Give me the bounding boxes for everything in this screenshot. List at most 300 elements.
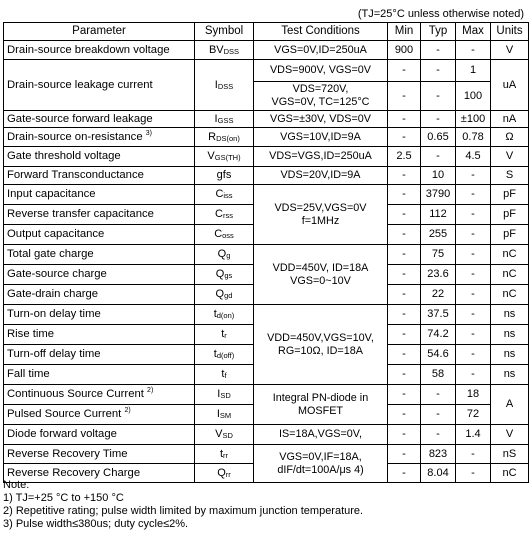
- condition-lines: [254, 332, 387, 358]
- condition-cell: [254, 385, 388, 425]
- condition-line: dIF/dt=100A/μs 4): [277, 463, 364, 476]
- max-value: -: [471, 188, 475, 200]
- parameter-cell: [4, 445, 195, 464]
- condition-line: Integral PN-diode in: [272, 391, 369, 404]
- symbol-main: V: [207, 150, 215, 162]
- symbol-main: R: [208, 130, 217, 143]
- unit-value: nC: [502, 248, 517, 260]
- max-cell: [456, 245, 491, 265]
- symbol-main: C: [215, 208, 223, 220]
- min-cell: [388, 464, 421, 483]
- max-cell: [456, 167, 491, 185]
- typ-cell: [421, 445, 456, 464]
- min-cell: [388, 305, 421, 325]
- min-cell: [388, 285, 421, 305]
- parameter-name: Turn-off delay time: [7, 348, 101, 360]
- unit-cell: [491, 425, 529, 445]
- symbol-main: gfs: [216, 169, 232, 181]
- condition-cell: [254, 60, 388, 82]
- typ-value: 74.2: [427, 328, 449, 340]
- min-cell: [388, 205, 421, 225]
- condition-lines: [254, 202, 387, 228]
- max-cell: [456, 325, 491, 345]
- typ-value: 255: [428, 228, 448, 240]
- condition-cell: [254, 445, 388, 483]
- test-temperature-note: (TJ=25°C unless otherwise noted): [357, 8, 524, 20]
- symbol-main: I: [216, 408, 220, 420]
- unit-value: S: [505, 169, 514, 181]
- symbol-subscript: iss: [223, 191, 233, 200]
- min-cell: [388, 385, 421, 405]
- symbol-cell: [195, 445, 254, 464]
- parameter-cell: [4, 205, 195, 225]
- condition-line: f=1MHz: [301, 214, 340, 227]
- typ-value: 0.65: [427, 130, 449, 143]
- max-cell: [456, 425, 491, 445]
- symbol-cell: [195, 345, 254, 365]
- parameter-cell: [4, 385, 195, 405]
- unit-cell: [491, 225, 529, 245]
- max-value: 0.78: [462, 130, 484, 143]
- parameter-name: Turn-on delay time: [7, 308, 101, 320]
- symbol-main: Q: [215, 288, 225, 300]
- typ-cell: [421, 405, 456, 425]
- min-value: -: [402, 248, 406, 260]
- typ-value: -: [436, 112, 440, 125]
- max-cell: [456, 82, 491, 111]
- unit-cell: [491, 128, 529, 147]
- min-cell: [388, 265, 421, 285]
- parameter-name: Continuous Source Current: [7, 388, 144, 400]
- min-cell: [388, 41, 421, 60]
- min-cell: [388, 425, 421, 445]
- condition-lines: [254, 64, 387, 77]
- column-header: Max: [456, 23, 491, 41]
- min-value: -: [402, 447, 406, 460]
- typ-cell: [421, 305, 456, 325]
- condition-cell: [254, 167, 388, 185]
- parameter-name: Forward Transconductance: [7, 169, 144, 181]
- max-value: -: [471, 169, 475, 181]
- symbol-cell: [195, 225, 254, 245]
- min-cell: [388, 405, 421, 425]
- max-cell: [456, 405, 491, 425]
- min-cell: [388, 185, 421, 205]
- unit-cell: [491, 365, 529, 385]
- unit-value: ns: [503, 328, 516, 340]
- typ-cell: [421, 205, 456, 225]
- max-value: -: [471, 288, 475, 300]
- symbol-cell: [195, 305, 254, 325]
- condition-line: RG=10Ω, ID=18A: [278, 344, 363, 357]
- parameter-name: Rise time: [7, 328, 55, 340]
- typ-value: 75: [431, 248, 445, 260]
- symbol-main: Q: [217, 466, 226, 479]
- typ-cell: [421, 285, 456, 305]
- parameter-cell: [4, 325, 195, 345]
- max-cell: [456, 385, 491, 405]
- min-cell: [388, 111, 421, 128]
- typ-value: 54.6: [427, 348, 449, 360]
- unit-cell: [491, 185, 529, 205]
- condition-lines: [254, 262, 387, 288]
- max-cell: [456, 345, 491, 365]
- table-row: [4, 111, 529, 128]
- typ-cell: [421, 128, 456, 147]
- parameter-note-ref: 2): [147, 387, 154, 395]
- column-header: Parameter: [4, 23, 195, 41]
- condition-cell: [254, 82, 388, 111]
- symbol-subscript: r: [224, 331, 227, 340]
- column-header: Test Conditions: [254, 23, 388, 41]
- max-cell: [456, 265, 491, 285]
- min-value: -: [402, 228, 406, 240]
- condition-lines: [254, 451, 387, 477]
- unit-cell: [491, 305, 529, 325]
- unit-cell: [491, 41, 529, 60]
- parameter-cell: [4, 265, 195, 285]
- min-value: -: [402, 348, 406, 360]
- typ-cell: [421, 167, 456, 185]
- symbol-main: C: [214, 228, 223, 240]
- typ-cell: [421, 385, 456, 405]
- condition-cell: [254, 425, 388, 445]
- unit-cell: [491, 60, 529, 111]
- condition-line: VDS=25V,VGS=0V: [274, 201, 367, 214]
- condition-line: VGS=±30V, VDS=0V: [270, 112, 371, 125]
- parameter-name: Fall time: [7, 368, 50, 380]
- min-value: -: [402, 368, 406, 380]
- symbol-cell: [195, 128, 254, 147]
- condition-cell: [254, 147, 388, 167]
- table-row: [4, 167, 529, 185]
- max-value: 1.4: [465, 428, 481, 440]
- min-cell: [388, 147, 421, 167]
- min-value: -: [402, 308, 406, 320]
- parameter-name: Total gate charge: [7, 248, 94, 260]
- column-header: Symbol: [195, 23, 254, 41]
- typ-value: -: [436, 43, 440, 56]
- condition-lines: [254, 44, 387, 57]
- symbol-subscript: DSS: [217, 81, 234, 91]
- max-value: -: [471, 43, 475, 56]
- min-cell: [388, 60, 421, 82]
- symbol-subscript: SM: [219, 411, 232, 420]
- electrical-characteristics-table: [3, 22, 529, 483]
- table-header-row: [4, 23, 529, 41]
- symbol-main: Q: [215, 268, 225, 280]
- parameter-cell: [4, 167, 195, 185]
- parameter-name: Gate-source forward leakage: [7, 112, 153, 125]
- max-cell: [456, 60, 491, 82]
- symbol-cell: [195, 365, 254, 385]
- min-value: -: [402, 328, 406, 340]
- parameter-name: Reverse transfer capacitance: [7, 208, 154, 220]
- min-cell: [388, 445, 421, 464]
- parameter-name: Pulsed Source Current: [7, 408, 122, 420]
- min-value: -: [402, 130, 406, 143]
- parameter-cell: [4, 111, 195, 128]
- symbol-main: t: [219, 447, 224, 460]
- symbol-subscript: gs: [224, 271, 233, 280]
- condition-cell: [254, 185, 388, 245]
- symbol-main: C: [215, 188, 224, 200]
- typ-value: -: [436, 150, 440, 162]
- unit-value: nC: [502, 268, 517, 280]
- symbol-subscript: rr: [223, 450, 229, 460]
- unit-cell: [491, 385, 529, 425]
- min-cell: [388, 325, 421, 345]
- symbol-cell: [195, 405, 254, 425]
- symbol-cell: [195, 60, 254, 111]
- parameter-cell: [4, 245, 195, 265]
- parameter-cell: [4, 365, 195, 385]
- min-value: 2.5: [396, 150, 412, 162]
- condition-cell: [254, 305, 388, 385]
- parameter-cell: [4, 147, 195, 167]
- max-value: 18: [466, 388, 480, 400]
- min-value: -: [402, 188, 406, 200]
- min-cell: [388, 245, 421, 265]
- max-cell: [456, 464, 491, 483]
- min-cell: [388, 345, 421, 365]
- symbol-subscript: g: [226, 251, 231, 260]
- typ-cell: [421, 464, 456, 483]
- max-value: -: [471, 268, 475, 280]
- max-value: -: [471, 348, 475, 360]
- unit-value: pF: [503, 188, 516, 200]
- typ-value: 823: [428, 447, 448, 460]
- min-value: -: [402, 268, 406, 280]
- max-value: -: [471, 308, 475, 320]
- condition-lines: [254, 131, 387, 144]
- symbol-main: V: [215, 428, 223, 440]
- unit-cell: [491, 111, 529, 128]
- column-header: Units: [491, 23, 529, 41]
- min-cell: [388, 167, 421, 185]
- typ-value: -: [436, 64, 440, 76]
- condition-line: VGS=0V,IF=18A,: [279, 450, 362, 463]
- max-cell: [456, 128, 491, 147]
- parameter-name: Drain-source leakage current: [7, 78, 153, 91]
- symbol-cell: [195, 205, 254, 225]
- min-value: -: [402, 466, 406, 479]
- typ-value: -: [436, 388, 440, 400]
- unit-value: V: [505, 43, 514, 56]
- min-value: -: [402, 112, 406, 125]
- unit-value: pF: [503, 208, 516, 220]
- condition-line: VDS=720V,: [292, 83, 349, 95]
- parameter-cell: [4, 285, 195, 305]
- unit-value: A: [505, 398, 514, 410]
- unit-value: nC: [502, 466, 517, 479]
- parameter-name: Diode forward voltage: [7, 428, 117, 440]
- symbol-cell: [195, 167, 254, 185]
- max-cell: [456, 305, 491, 325]
- symbol-cell: [195, 265, 254, 285]
- column-header: Typ: [421, 23, 456, 41]
- parameter-cell: [4, 425, 195, 445]
- max-cell: [456, 445, 491, 464]
- typ-value: -: [436, 408, 440, 420]
- typ-cell: [421, 425, 456, 445]
- parameter-name: Output capacitance: [7, 228, 105, 240]
- max-value: ±100: [460, 112, 486, 125]
- typ-value: -: [436, 428, 440, 440]
- unit-value: uA: [502, 78, 517, 91]
- symbol-cell: [195, 147, 254, 167]
- symbol-subscript: rr: [225, 469, 231, 479]
- unit-cell: [491, 205, 529, 225]
- typ-value: 10: [431, 169, 445, 181]
- parameter-cell: [4, 41, 195, 60]
- typ-cell: [421, 325, 456, 345]
- min-cell: [388, 82, 421, 111]
- condition-line: VGS=0V,ID=250uA: [274, 43, 367, 56]
- symbol-cell: [195, 245, 254, 265]
- symbol-main: I: [217, 388, 221, 400]
- max-value: -: [471, 328, 475, 340]
- table-row: [4, 445, 529, 464]
- symbol-cell: [195, 185, 254, 205]
- table-row: [4, 60, 529, 82]
- typ-cell: [421, 365, 456, 385]
- symbol-cell: [195, 41, 254, 60]
- condition-lines: [254, 169, 387, 182]
- table-row: [4, 185, 529, 205]
- typ-cell: [421, 147, 456, 167]
- symbol-subscript: rss: [222, 211, 233, 220]
- symbol-cell: [195, 385, 254, 405]
- min-cell: [388, 365, 421, 385]
- max-value: -: [471, 466, 475, 479]
- unit-cell: [491, 325, 529, 345]
- typ-cell: [421, 60, 456, 82]
- unit-cell: [491, 265, 529, 285]
- symbol-subscript: oss: [222, 231, 234, 240]
- parameter-cell: [4, 225, 195, 245]
- condition-lines: [254, 113, 387, 126]
- min-value: 900: [394, 43, 414, 56]
- parameter-name: Input capacitance: [7, 188, 96, 200]
- typ-cell: [421, 265, 456, 285]
- symbol-cell: [195, 325, 254, 345]
- footnote: 3) Pulse width≤380us; duty cycle≤2%.: [3, 518, 189, 530]
- symbol-main: t: [213, 308, 217, 320]
- max-value: -: [471, 228, 475, 240]
- condition-cell: [254, 41, 388, 60]
- unit-value: pF: [503, 228, 516, 240]
- typ-cell: [421, 111, 456, 128]
- symbol-cell: [195, 285, 254, 305]
- parameter-cell: [4, 128, 195, 147]
- symbol-cell: [195, 111, 254, 128]
- condition-line: MOSFET: [298, 404, 343, 417]
- footnotes: [3, 479, 363, 531]
- condition-cell: [254, 111, 388, 128]
- unit-cell: [491, 445, 529, 464]
- unit-value: Ω: [505, 130, 514, 143]
- condition-line: IS=18A,VGS=0V,: [278, 428, 363, 440]
- table-row: [4, 425, 529, 445]
- parameter-name: Drain-source breakdown voltage: [7, 43, 170, 56]
- max-value: 1: [469, 64, 477, 76]
- unit-value: ns: [503, 308, 516, 320]
- typ-value: 112: [429, 208, 447, 220]
- typ-cell: [421, 82, 456, 111]
- symbol-main: t: [221, 368, 225, 380]
- symbol-subscript: d(on): [216, 311, 235, 320]
- condition-line: VDD=450V,VGS=10V,: [267, 331, 374, 344]
- unit-cell: [491, 464, 529, 483]
- min-value: -: [402, 388, 406, 400]
- typ-value: 3790: [425, 188, 451, 200]
- unit-cell: [491, 147, 529, 167]
- parameter-name: Gate threshold voltage: [7, 150, 121, 162]
- parameter-cell: [4, 405, 195, 425]
- condition-line: VDD=450V, ID=18A: [272, 261, 369, 274]
- max-cell: [456, 185, 491, 205]
- max-cell: [456, 285, 491, 305]
- unit-value: ns: [503, 348, 516, 360]
- table-row: [4, 385, 529, 405]
- max-cell: [456, 41, 491, 60]
- min-value: -: [402, 288, 406, 300]
- typ-cell: [421, 345, 456, 365]
- condition-cell: [254, 128, 388, 147]
- max-cell: [456, 147, 491, 167]
- min-value: -: [402, 89, 406, 102]
- symbol-subscript: SD: [220, 391, 231, 400]
- symbol-subscript: GS(TH): [214, 153, 241, 162]
- unit-cell: [491, 285, 529, 305]
- symbol-main: t: [221, 328, 225, 340]
- max-value: -: [471, 208, 475, 220]
- footnote: 2) Repetitive rating; pulse width limited by maximum junction temperature.: [3, 505, 364, 517]
- min-value: -: [402, 169, 406, 181]
- parameter-note-ref: 3): [145, 129, 152, 137]
- footnote: 1) TJ=+25 °C to +150 °C: [3, 492, 124, 504]
- table-row: [4, 305, 529, 325]
- table-row: [4, 128, 529, 147]
- column-header: Min: [388, 23, 421, 41]
- typ-cell: [421, 41, 456, 60]
- symbol-subscript: DSS: [223, 46, 240, 56]
- parameter-name: Reverse Recovery Charge: [7, 466, 141, 479]
- max-cell: [456, 225, 491, 245]
- unit-cell: [491, 167, 529, 185]
- unit-cell: [491, 345, 529, 365]
- typ-value: 22: [431, 288, 445, 300]
- max-value: 4.5: [465, 150, 481, 162]
- table-row: [4, 245, 529, 265]
- max-value: -: [471, 248, 475, 260]
- min-value: -: [402, 428, 406, 440]
- parameter-cell: [4, 60, 195, 111]
- min-cell: [388, 225, 421, 245]
- parameter-note-ref: 2): [124, 407, 131, 415]
- symbol-main: BV: [208, 43, 224, 56]
- symbol-subscript: GSS: [217, 115, 234, 125]
- typ-value: 37.5: [427, 308, 449, 320]
- unit-cell: [491, 245, 529, 265]
- condition-line: VGS=0V, TC=125°C: [271, 96, 370, 108]
- unit-value: V: [505, 150, 514, 162]
- min-value: -: [402, 64, 406, 76]
- parameter-cell: [4, 305, 195, 325]
- typ-cell: [421, 185, 456, 205]
- max-cell: [456, 205, 491, 225]
